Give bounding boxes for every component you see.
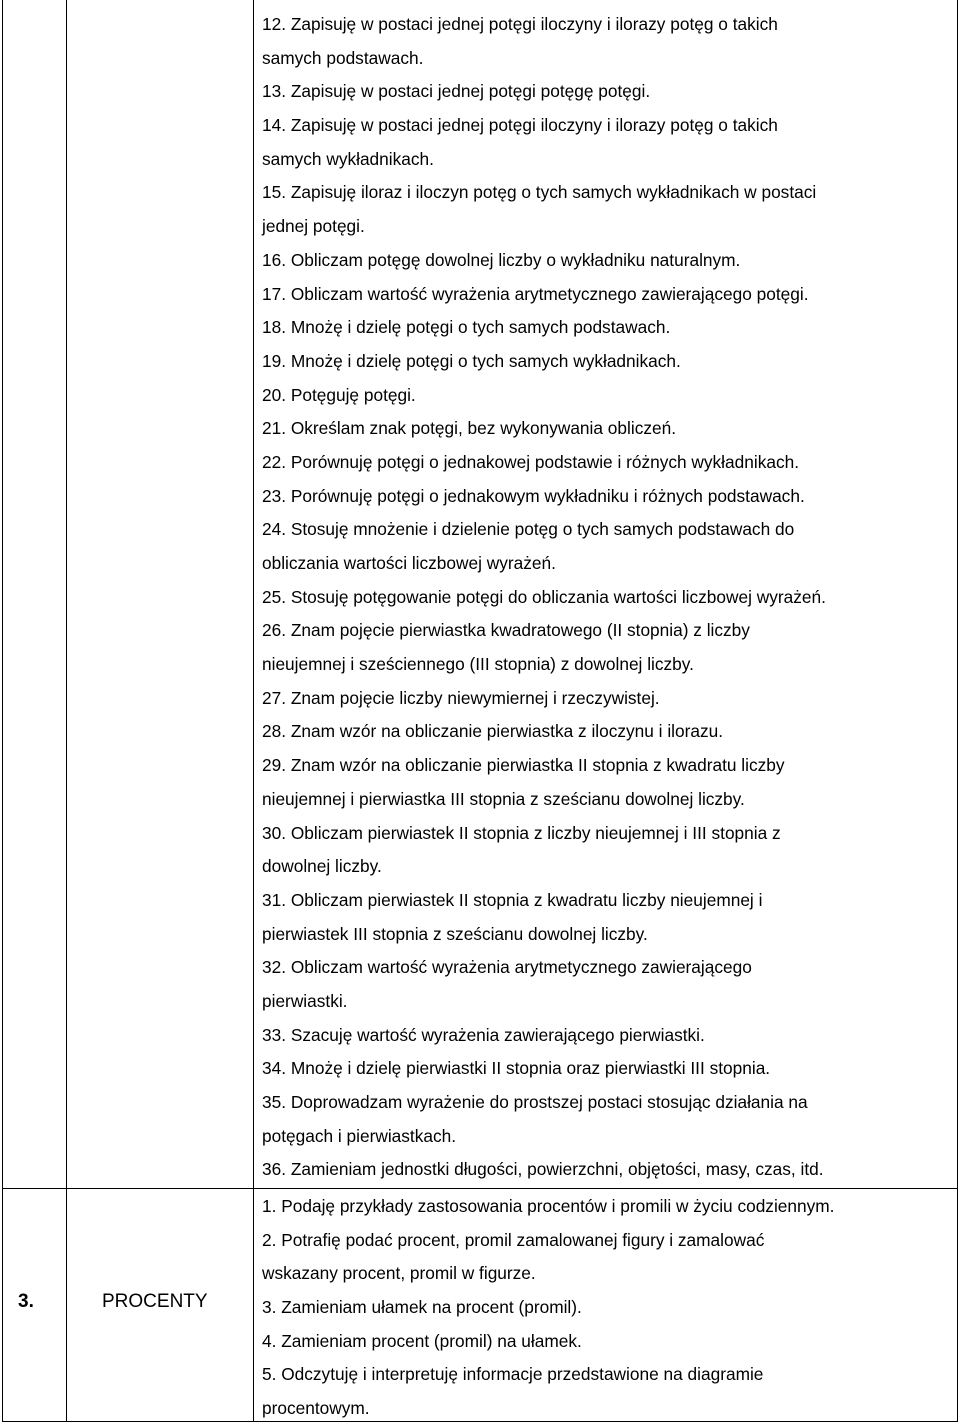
list-item: 36. Zamieniam jednostki długości, powierzchni, objętości, masy, czas, itd. (262, 1159, 824, 1180)
list-item: 23. Porównuję potęgi o jednakowym wykładniku i różnych podstawach. (262, 485, 805, 506)
list-item: 20. Potęguję potęgi. (262, 384, 416, 405)
list-item: 21. Określam znak potęgi, bez wykonywania obliczeń. (262, 418, 676, 439)
row-continuation-content (262, 8, 952, 1187)
list-item: 13. Zapisuję w postaci jednej potęgi potęgę potęgi. (262, 81, 651, 102)
list-item: 1. Podaję przykłady zastosowania procentów i promili w życiu codziennym. (262, 1196, 835, 1216)
table-border-right (957, 0, 958, 1422)
list-item: 14. Zapisuję w postaci jednej potęgi iloczyny i ilorazy potęg o takich (262, 115, 778, 136)
list-item: potęgach i pierwiastkach. (262, 1125, 457, 1146)
list-item: 15. Zapisuję iloraz i iloczyn potęg o tych samych wykładnikach w postaci (262, 182, 817, 203)
list-item: 34. Mnożę i dzielę pierwiastki II stopnia oraz pierwiastki III stopnia. (262, 1058, 771, 1079)
list-item: 5. Odczytuję i interpretuję informacje przedstawione na diagramie (262, 1364, 764, 1385)
row-procenty-content (262, 1190, 952, 1426)
list-item: 30. Obliczam pierwiastek II stopnia z liczby nieujemnej i III stopnia z (262, 822, 781, 843)
table-border-col2 (253, 0, 254, 1422)
list-item: 4. Zamieniam procent (promil) na ułamek. (262, 1330, 582, 1351)
list-item: 31. Obliczam pierwiastek II stopnia z kwadratu liczby nieujemnej i (262, 889, 763, 910)
list-item: 22. Porównuję potęgi o jednakowej podstawie i różnych wykładnikach. (262, 451, 799, 472)
table-border-left (2, 0, 3, 1422)
list-item: pierwiastek III stopnia z sześcianu dowolnej liczby. (262, 923, 648, 944)
list-item: 28. Znam wzór na obliczanie pierwiastka z iloczynu i ilorazu. (262, 721, 724, 742)
list-item: samych podstawach. (262, 47, 424, 68)
list-item: 26. Znam pojęcie pierwiastka kwadratowego (II stopnia) z liczby (262, 620, 750, 641)
list-item: 17. Obliczam wartość wyrażenia arytmetycznego zawierającego potęgi. (262, 283, 809, 304)
list-item: 25. Stosuję potęgowanie potęgi do obliczania wartości liczbowej wyrażeń. (262, 586, 826, 607)
list-item: procentowym. (262, 1398, 370, 1419)
list-item: jednej potęgi. (262, 216, 365, 237)
list-item: 33. Szacuję wartość wyrażenia zawierającego pierwiastki. (262, 1024, 705, 1045)
list-item: samych wykładnikach. (262, 148, 434, 169)
list-item: dowolnej liczby. (262, 856, 382, 877)
section-title: PROCENTY (102, 1291, 208, 1312)
list-item: 24. Stosuję mnożenie i dzielenie potęg o tych samych podstawach do (262, 519, 795, 540)
list-item: 19. Mnożę i dzielę potęgi o tych samych wykładnikach. (262, 350, 681, 371)
list-item: nieujemnej i pierwiastka III stopnia z sześcianu dowolnej liczby. (262, 788, 745, 809)
section-number: 3. (18, 1291, 34, 1312)
list-item: 3. Zamieniam ułamek na procent (promil). (262, 1297, 582, 1318)
list-item: 12. Zapisuję w postaci jednej potęgi iloczyny i ilorazy potęg o takich (262, 14, 778, 34)
list-item: 29. Znam wzór na obliczanie pierwiastka II stopnia z kwadratu liczby (262, 755, 785, 776)
list-item: wskazany procent, promil w figurze. (262, 1263, 536, 1284)
list-item: 27. Znam pojęcie liczby niewymiernej i rzeczywistej. (262, 687, 660, 708)
list-item: 35. Doprowadzam wyrażenie do prostszej postaci stosując działania na (262, 1092, 808, 1112)
list-item: 16. Obliczam potęgę dowolnej liczby o wykładniku naturalnym. (262, 249, 741, 270)
table-border-col1 (66, 0, 67, 1422)
list-item: nieujemnej i sześciennego (III stopnia) z dowolnej liczby. (262, 654, 694, 675)
row-divider (2, 1188, 958, 1189)
list-item: 18. Mnożę i dzielę potęgi o tych samych podstawach. (262, 317, 671, 338)
list-item: pierwiastki. (262, 990, 348, 1011)
list-item: obliczania wartości liczbowej wyrażeń. (262, 553, 556, 573)
list-item: 2. Potrafię podać procent, promil zamalowanej figury i zamalować (262, 1229, 765, 1250)
list-item: 32. Obliczam wartość wyrażenia arytmetycznego zawierającego (262, 957, 752, 978)
